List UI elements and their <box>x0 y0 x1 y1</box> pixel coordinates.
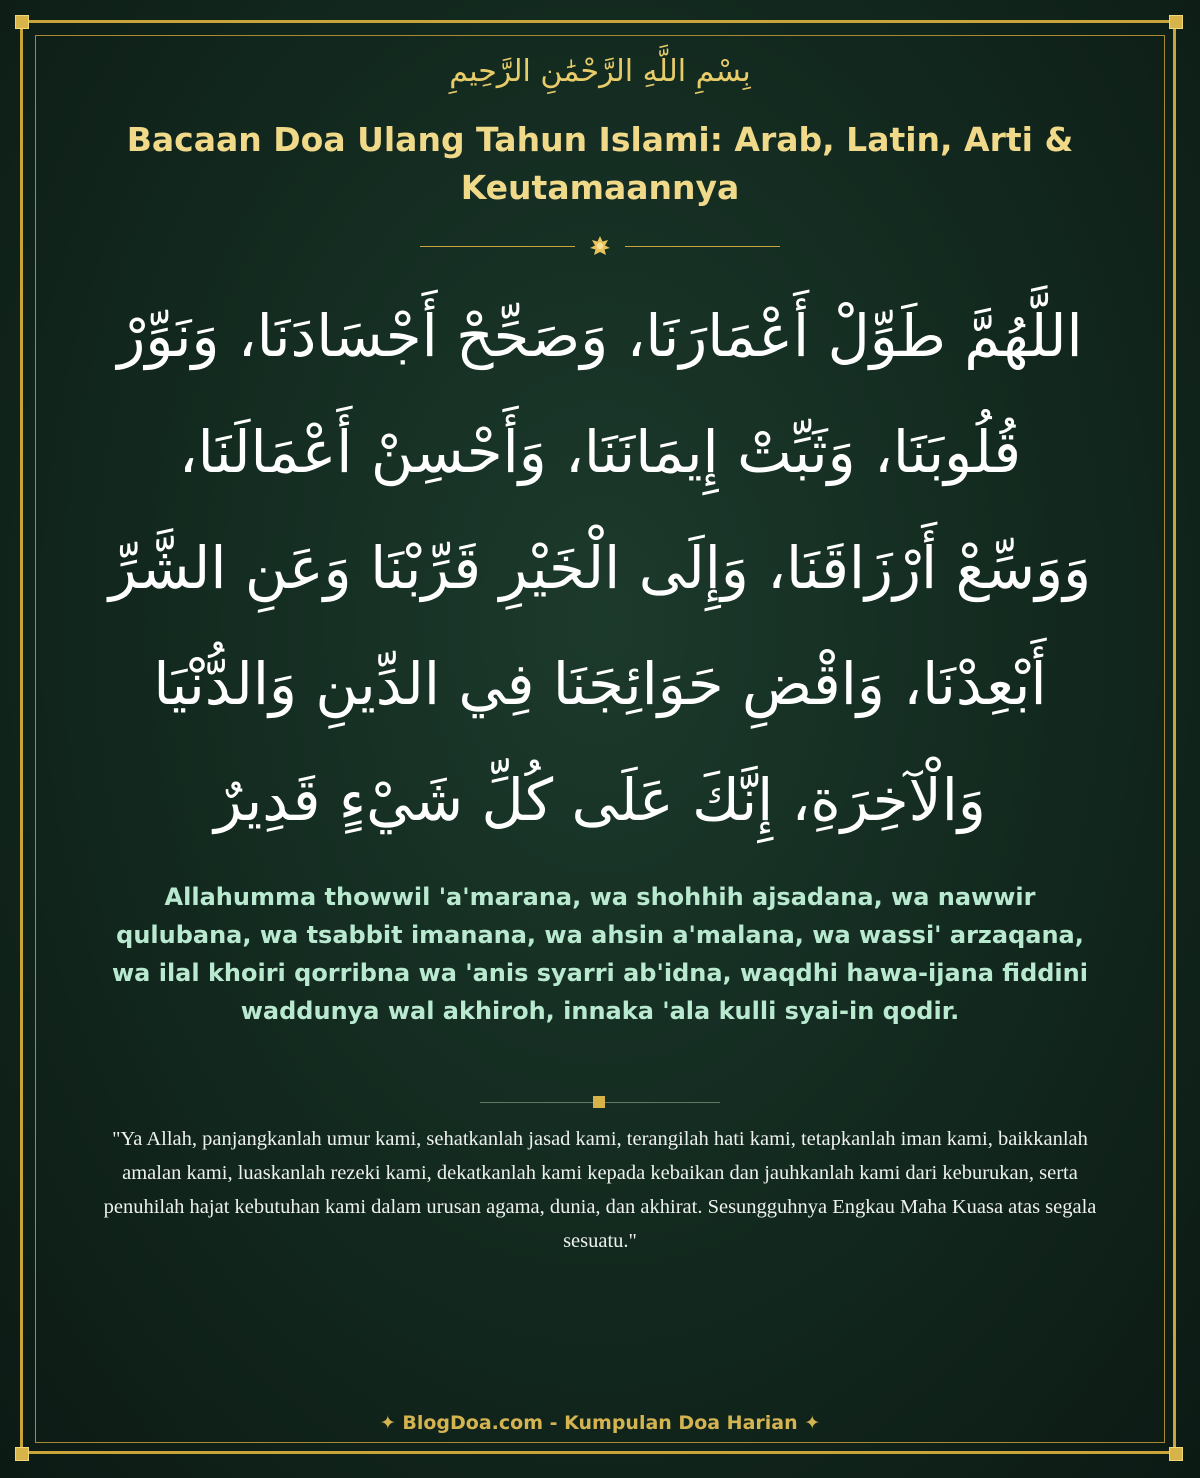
corner-ornament-icon <box>15 1447 29 1461</box>
corner-ornament-icon <box>1169 1447 1183 1461</box>
ornament-line-left <box>420 246 575 247</box>
section-divider <box>480 1094 720 1110</box>
corner-ornament-icon <box>15 15 29 29</box>
arabic-line: وَالْآخِرَةِ، إِنَّكَ عَلَى كُلِّ شَيْءٍ قَدِيرٌ <box>214 766 986 834</box>
prayer-meaning: "Ya Allah, panjangkanlah umur kami, sehatkanlah jasad kami, terangilah hati kami, tetapkanlah iman kami, baikkanlah amalan kami, luaskanlah rezeki kami, dekatkanlah kami kepada kebaikan dan jauhkanlah kami dari keburukan, serta penuhilah hajat kebutuhan kami dalam urusan agama, dunia, dan akhirat. Sesungguhnya Engkau Maha Kuasa atas segala sesuatu." <box>103 1128 1097 1252</box>
basmala: بِسْمِ اللَّهِ الرَّحْمَٰنِ الرَّحِيمِ <box>449 54 751 89</box>
arabic-line: وَوَسِّعْ أَرْزَاقَنَا، وَإِلَى الْخَيْرِ قَرِّبْنَا وَعَنِ الشَّرِّ <box>108 534 1092 602</box>
title-ornament <box>420 236 780 256</box>
latin-transliteration: Allahumma thowwil 'a'marana, wa shohhih ajsadana, wa nawwir qulubana, wa tsabbit imanana, wa ahsin a'malana, wa wassi' arzaqana, wa ilal khoiri qorribna wa 'anis syarri ab'idna, waqdhi hawa-ijana fiddini waddunya wal akhiroh, innaka 'ala kulli syai-in qodir. <box>112 883 1088 1025</box>
arabic-prayer <box>70 278 1130 858</box>
corner-ornament-icon <box>1169 15 1183 29</box>
diamond-dot-icon <box>593 1096 605 1108</box>
arabic-line: قُلُوبَنَا، وَثَبِّتْ إِيمَانَنَا، وَأَحْسِنْ أَعْمَالَنَا، <box>178 418 1022 486</box>
page-title: Bacaan Doa Ulang Tahun Islami: Arab, Latin, Arti & Keutamaannya <box>126 120 1074 207</box>
star-ornament-icon <box>588 236 612 256</box>
arabic-line: أَبْعِدْنَا، وَاقْضِ حَوَائِجَنَا فِي الدِّينِ وَالدُّنْيَا <box>153 650 1047 718</box>
footer-credit: ✦ BlogDoa.com - Kumpulan Doa Harian ✦ <box>379 1412 821 1434</box>
ornament-line-right <box>625 246 780 247</box>
arabic-line: اللَّهُمَّ طَوِّلْ أَعْمَارَنَا، وَصَحِّحْ أَجْسَادَنَا، وَنَوِّرْ <box>117 302 1083 370</box>
